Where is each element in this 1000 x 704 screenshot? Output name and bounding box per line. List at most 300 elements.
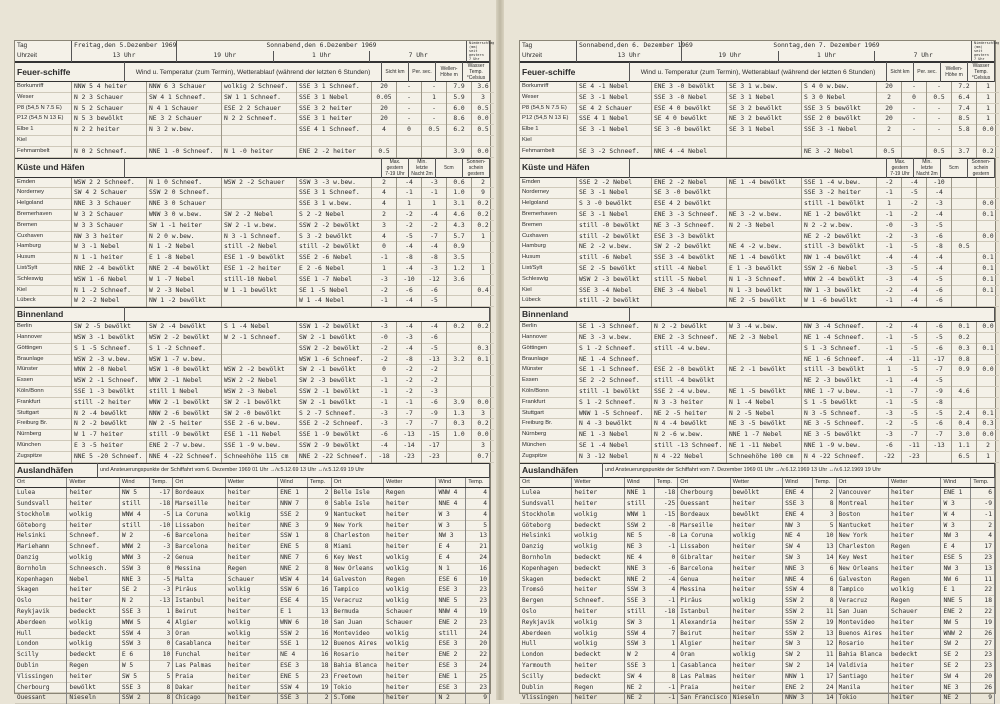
obs-cell: SSW 3 -3 w.bew.: [297, 178, 372, 188]
obs-cell: [297, 135, 372, 146]
port-name: Buenos Aires: [331, 639, 383, 650]
obs-cell: still -2 bewölkt: [577, 231, 652, 242]
ausland-header-row: [520, 463, 995, 477]
port-cell: wolkig: [384, 596, 436, 607]
port-cell: SSW 6: [278, 585, 308, 596]
obs-cell: SW 2 -2 bewölkt: [652, 242, 727, 253]
port-cell: WNW 4: [436, 488, 466, 499]
obs-cell: SW 2 -5 bewölkt: [72, 322, 147, 332]
port-cell: heiter: [572, 488, 624, 499]
obs-cell: -4: [902, 376, 927, 387]
port-cell: SSW 3: [119, 639, 149, 650]
obs-cell: -1: [877, 188, 902, 199]
port-cell: 24: [812, 682, 836, 693]
port-name: Belle Isle: [331, 488, 383, 499]
obs-cell: SSE 2 -2 Nebel: [577, 178, 652, 188]
col-header: Wetter: [572, 478, 624, 488]
obs-cell: still -9 bewölkt: [147, 430, 222, 441]
obs-cell: -4: [902, 322, 927, 332]
port-cell: SSE 3: [624, 661, 654, 672]
obs-cell: NNE 1 -0 Schneef.: [147, 146, 222, 157]
port-cell: SSW 2: [783, 617, 813, 628]
time-t3: 1 Uhr: [778, 51, 875, 62]
obs-cell: [222, 354, 297, 365]
obs-cell: SE 3 -1 Nebel: [577, 209, 652, 220]
obs-cell: [977, 220, 1000, 231]
obs-cell: 2: [877, 92, 902, 103]
port-cell: 10: [149, 650, 173, 661]
station-row: [15, 451, 494, 462]
port-cell: 23: [971, 553, 995, 564]
port-cell: ESE 3: [436, 585, 466, 596]
obs-cell: -2: [902, 209, 927, 220]
obs-cell: -: [422, 82, 447, 92]
port-row: [15, 563, 490, 574]
port-name: Göteborg: [520, 520, 572, 531]
obs-cell: N 1 -2 Schneef.: [72, 285, 147, 296]
port-cell: 23: [466, 585, 490, 596]
obs-cell: 7.4: [952, 103, 977, 114]
port-name: Bergen: [520, 596, 572, 607]
station-row: [520, 274, 999, 285]
obs-cell: NNW 2 -6 bewölkt: [147, 408, 222, 419]
port-cell: 11: [812, 650, 836, 661]
kueste-table: [520, 178, 999, 308]
station-name: List/Sylt: [520, 263, 577, 274]
obs-cell: 0: [372, 242, 397, 253]
time-row: [520, 51, 995, 62]
station-row: [520, 114, 999, 125]
obs-cell: -5: [927, 220, 952, 231]
station-row: [520, 199, 999, 210]
obs-cell: still -2 bewölkt: [577, 296, 652, 307]
obs-cell: still -0 bewölkt: [577, 220, 652, 231]
obs-cell: [372, 135, 397, 146]
obs-cell: 20: [372, 82, 397, 92]
station-name: Stuttgart: [15, 408, 72, 419]
obs-cell: still -4 bewölkt: [652, 376, 727, 387]
obs-cell: 1: [472, 263, 495, 274]
obs-cell: [952, 274, 977, 285]
obs-cell: WSW 2 -3 Nebel: [222, 386, 297, 397]
kueste-col-c4: Sonnen-schein gestern: [463, 158, 490, 177]
port-cell: heiter: [384, 509, 436, 520]
obs-cell: 0.9: [447, 242, 472, 253]
precip-label: Niederschlag (mm) seit gestern 7 Uhr: [467, 41, 490, 62]
obs-cell: N 3 -3 heiter: [652, 397, 727, 408]
port-cell: heiter: [384, 531, 436, 542]
obs-cell: 1.0: [447, 430, 472, 441]
port-cell: heiter: [889, 520, 941, 531]
obs-cell: SW 2 -1 w.bew.: [222, 220, 297, 231]
port-cell: SSE 3: [119, 682, 149, 693]
feuer-col-c3: Wellen-Höhe m: [436, 63, 463, 82]
feuer-header-row: [520, 63, 995, 82]
port-cell: 0: [149, 639, 173, 650]
port-cell: 23: [466, 596, 490, 607]
obs-cell: NE 3 -5 bewölkt: [802, 430, 877, 441]
port-cell: 4: [466, 499, 490, 510]
port-cell: heiter: [572, 607, 624, 618]
port-cell: Schneef.: [67, 531, 119, 542]
station-row: [520, 408, 999, 419]
station-row: [520, 146, 999, 157]
time-row: [15, 51, 490, 62]
obs-cell: W 2 -3 Nebel: [147, 285, 222, 296]
port-cell: 5: [466, 520, 490, 531]
obs-cell: [447, 343, 472, 354]
station-name: Kiel: [15, 135, 72, 146]
station-row: [520, 82, 999, 92]
obs-cell: 0.5: [952, 242, 977, 253]
obs-cell: WNW 2 -0 Nebel: [72, 365, 147, 376]
station-row: [520, 220, 999, 231]
port-cell: bewölkt: [730, 509, 782, 520]
obs-cell: N 4 -4 bewölkt: [652, 419, 727, 430]
station-row: [15, 343, 494, 354]
obs-cell: [447, 376, 472, 387]
kueste-title: Küste und Häfen: [520, 158, 630, 177]
obs-cell: 0.0: [977, 125, 1000, 136]
port-cell: 23: [466, 682, 490, 693]
obs-cell: -13: [422, 354, 447, 365]
obs-cell: NW 1 -4 bewölkt: [802, 253, 877, 264]
port-name: Nantucket: [331, 509, 383, 520]
port-row: [520, 509, 995, 520]
port-cell: heiter: [889, 682, 941, 693]
obs-cell: SSE 1 -7 Nebel: [297, 274, 372, 285]
obs-cell: -: [927, 114, 952, 125]
obs-cell: SSE 3 5 bewölkt: [802, 103, 877, 114]
col-header: Wetter: [225, 478, 277, 488]
port-cell: still: [624, 499, 654, 510]
port-cell: -6: [149, 531, 173, 542]
obs-cell: N 1 -0 heiter: [222, 146, 297, 157]
obs-cell: -4: [397, 178, 422, 188]
port-row: [520, 671, 995, 682]
obs-cell: [977, 397, 1000, 408]
obs-cell: -4: [927, 188, 952, 199]
obs-cell: SSE 3 1 Schneef.: [297, 188, 372, 199]
port-cell: heiter: [384, 682, 436, 693]
port-cell: bedeckt: [67, 628, 119, 639]
port-row: [15, 682, 490, 693]
obs-cell: W 3 -1 Nebel: [72, 242, 147, 253]
obs-cell: E 1 -3 bewölkt: [727, 263, 802, 274]
port-cell: bedeckt: [889, 650, 941, 661]
station-name: Essen: [520, 376, 577, 387]
port-name: London: [15, 639, 67, 650]
obs-cell: 6.4: [952, 92, 977, 103]
obs-cell: N 4 -3 bewölkt: [577, 419, 652, 430]
port-cell: still: [119, 520, 149, 531]
port-cell: SSW 4: [624, 628, 654, 639]
port-cell: Schauer: [225, 574, 277, 585]
obs-cell: -3: [422, 263, 447, 274]
port-cell: NE 5: [624, 531, 654, 542]
port-cell: 4: [654, 650, 678, 661]
obs-cell: -4: [422, 209, 447, 220]
port-cell: Schauer: [889, 607, 941, 618]
obs-cell: 1: [977, 82, 1000, 92]
obs-cell: 0.3: [472, 343, 495, 354]
time-t1: 13 Uhr: [577, 51, 682, 62]
port-name: Oran: [678, 650, 730, 661]
ausland-header-row: [15, 463, 490, 477]
obs-cell: -2: [397, 220, 422, 231]
port-name: San Juan: [331, 617, 383, 628]
port-cell: heiter: [384, 499, 436, 510]
obs-cell: still -3 bewölkt: [802, 242, 877, 253]
port-name: Key West: [331, 553, 383, 564]
obs-cell: SSE 3 1 heiter: [297, 114, 372, 125]
obs-cell: 4: [372, 188, 397, 199]
port-name: Bornholm: [15, 563, 67, 574]
station-row: [15, 408, 494, 419]
obs-cell: [147, 135, 222, 146]
obs-cell: 0: [397, 125, 422, 136]
obs-cell: 3: [472, 440, 495, 451]
port-name: La Coruna: [678, 531, 730, 542]
col-header: Ort: [173, 478, 225, 488]
obs-cell: 2: [372, 209, 397, 220]
port-cell: 14: [812, 693, 836, 704]
station-name: Hamburg: [15, 242, 72, 253]
port-cell: 8: [307, 542, 331, 553]
obs-cell: WSW 2 -2 Schauer: [222, 178, 297, 188]
obs-cell: -10: [927, 178, 952, 188]
station-row: [520, 354, 999, 365]
port-cell: 10: [812, 531, 836, 542]
port-cell: Regen: [225, 563, 277, 574]
obs-cell: -: [927, 103, 952, 114]
obs-cell: 0.2: [472, 220, 495, 231]
port-cell: SW 5: [119, 671, 149, 682]
obs-cell: [472, 365, 495, 376]
obs-cell: -: [902, 82, 927, 92]
binnen-section-header: [520, 307, 995, 322]
obs-cell: [952, 220, 977, 231]
obs-cell: -7: [422, 231, 447, 242]
port-cell: E 6: [119, 650, 149, 661]
obs-cell: ENE 3 -4 Nebel: [652, 285, 727, 296]
obs-cell: S 3 -0 bewölkt: [577, 199, 652, 210]
obs-cell: 0.0: [472, 114, 495, 125]
obs-cell: 0.0: [977, 231, 1000, 242]
port-cell: 8: [149, 682, 173, 693]
port-name: Marseille: [173, 499, 225, 510]
obs-cell: [727, 343, 802, 354]
port-cell: SSE 3: [624, 596, 654, 607]
obs-cell: ESE 2 -0 bewölkt: [652, 365, 727, 376]
station-row: [520, 209, 999, 220]
port-cell: heiter: [67, 596, 119, 607]
station-name: Weser: [15, 92, 72, 103]
station-name: List/Sylt: [15, 263, 72, 274]
port-name: Reykjavik: [520, 617, 572, 628]
port-cell: SE 2: [941, 650, 971, 661]
obs-cell: SSW 2 0 Schneef.: [147, 188, 222, 199]
port-cell: -13: [149, 596, 173, 607]
obs-cell: -5: [927, 332, 952, 343]
obs-cell: 20: [877, 103, 902, 114]
port-name: San Juan: [836, 607, 888, 618]
port-cell: W 5: [119, 661, 149, 672]
port-cell: 18: [307, 661, 331, 672]
obs-cell: NE 1 -4 Schneef.: [577, 354, 652, 365]
obs-cell: N 2 2 heiter: [72, 125, 147, 136]
port-row: [15, 661, 490, 672]
port-cell: 26: [971, 682, 995, 693]
col-header: Temp.: [812, 478, 836, 488]
port-name: Skagen: [520, 574, 572, 585]
port-cell: Nieseln: [730, 693, 782, 704]
port-cell: 13: [307, 607, 331, 618]
obs-cell: -8: [397, 253, 422, 264]
obs-cell: 3.0: [952, 430, 977, 441]
obs-cell: S 3 -2 bewölkt: [297, 231, 372, 242]
port-cell: 2: [307, 693, 331, 704]
station-row: [15, 220, 494, 231]
obs-cell: [952, 231, 977, 242]
obs-cell: 6.2: [447, 125, 472, 136]
obs-cell: -13: [397, 430, 422, 441]
port-name: New Orleans: [836, 563, 888, 574]
port-name: Miami: [331, 542, 383, 553]
obs-cell: 3.9: [447, 146, 472, 157]
obs-cell: 7.9: [447, 82, 472, 92]
spacer: [630, 158, 887, 177]
obs-cell: 1: [877, 365, 902, 376]
obs-cell: [952, 285, 977, 296]
obs-cell: SSE 3 1 Schneef.: [297, 82, 372, 92]
obs-cell: SE 1 -5 Nebel: [297, 285, 372, 296]
obs-cell: -4: [372, 440, 397, 451]
obs-cell: 0.1: [977, 343, 1000, 354]
port-cell: heiter: [730, 520, 782, 531]
obs-cell: -1: [397, 188, 422, 199]
obs-cell: 3.2: [447, 354, 472, 365]
obs-cell: [727, 354, 802, 365]
port-name: Aberdeen: [520, 628, 572, 639]
port-cell: Schauer: [384, 607, 436, 618]
feuer-col-c4: Wasser Temp. °Celsius: [463, 63, 490, 82]
port-cell: Regen: [384, 574, 436, 585]
obs-cell: -3: [877, 263, 902, 274]
port-cell: SW 4: [783, 542, 813, 553]
obs-cell: NNE 1 -7 w.bew.: [802, 386, 877, 397]
port-row: [15, 671, 490, 682]
station-name: Hannover: [520, 332, 577, 343]
port-row: [520, 661, 995, 672]
obs-cell: -4: [397, 263, 422, 274]
obs-cell: SSE 3 1 Nebel: [297, 92, 372, 103]
obs-cell: -1: [877, 296, 902, 307]
port-cell: heiter: [225, 682, 277, 693]
port-cell: -1: [654, 542, 678, 553]
obs-cell: W 1 -6 bewölkt: [802, 296, 877, 307]
feuer-col-c2: Per. sec.: [914, 63, 941, 82]
port-row: [520, 531, 995, 542]
port-cell: ENE 5: [278, 542, 308, 553]
port-name: Helsinki: [15, 531, 67, 542]
port-cell: -1: [971, 509, 995, 520]
port-cell: WNW 6: [278, 617, 308, 628]
obs-cell: [222, 188, 297, 199]
spacer: [125, 158, 382, 177]
port-cell: 9: [307, 520, 331, 531]
port-cell: ESE 3: [436, 682, 466, 693]
port-name: Oslo: [15, 596, 67, 607]
obs-cell: ESE 1 -11 Nebel: [222, 430, 297, 441]
feuer-col-c1: Sicht km: [887, 63, 914, 82]
station-name: Köln/Bonn: [520, 386, 577, 397]
feuer-desc: Wind u. Temperatur (zum Termin), Wetterablauf (während der letzten 6 Stunden): [630, 63, 887, 82]
obs-cell: -17: [927, 354, 952, 365]
port-cell: 16: [307, 650, 331, 661]
port-name: Montevideo: [331, 628, 383, 639]
port-name: Piräus: [173, 585, 225, 596]
obs-cell: 0.5: [472, 125, 495, 136]
obs-cell: SSE 3 -1 Nebel: [802, 125, 877, 136]
port-cell: still: [119, 499, 149, 510]
obs-cell: N 3 -5 Schneef.: [802, 408, 877, 419]
port-cell: wolkig: [730, 650, 782, 661]
port-cell: heiter: [225, 671, 277, 682]
station-name: Cuxhaven: [520, 231, 577, 242]
port-row: [15, 488, 490, 499]
port-cell: heiter: [889, 628, 941, 639]
obs-cell: N 3 -1 Schneef.: [222, 231, 297, 242]
tag-label: Tag: [15, 41, 72, 51]
feuer-title: Feuer-schiffe: [15, 63, 125, 82]
obs-cell: -8: [927, 397, 952, 408]
binnen-header-row: [520, 308, 995, 322]
obs-cell: 0.1: [977, 274, 1000, 285]
port-cell: SSW 3: [624, 639, 654, 650]
port-cell: NW 5: [119, 488, 149, 499]
obs-cell: -5: [902, 343, 927, 354]
port-name: Valdivia: [836, 661, 888, 672]
obs-cell: 0.2: [472, 322, 495, 332]
port-name: Bahia Blanca: [331, 661, 383, 672]
obs-cell: N 4 -22 Nebel: [652, 451, 727, 462]
obs-cell: -7: [927, 365, 952, 376]
obs-cell: SE 2 -5 bewölkt: [577, 263, 652, 274]
obs-cell: N 1 0 Schneef.: [147, 178, 222, 188]
station-row: [15, 114, 494, 125]
port-name: Stockholm: [520, 509, 572, 520]
col-header: Wind: [278, 478, 308, 488]
port-cell: -18: [149, 499, 173, 510]
kueste-col-c1: Max. gestern 7-19 Uhr: [887, 158, 914, 177]
port-cell: 7: [149, 661, 173, 672]
obs-cell: -: [422, 114, 447, 125]
feuer-desc: Wind u. Temperatur (zum Termin), Wetterablauf (während der letzten 6 Stunden): [125, 63, 382, 82]
port-name: Bordeaux: [678, 509, 730, 520]
port-cell: 19: [971, 617, 995, 628]
obs-cell: -: [397, 114, 422, 125]
obs-cell: SSE 3 -4 bewölkt: [652, 253, 727, 264]
col-header: Wetter: [730, 478, 782, 488]
port-name: Galveston: [331, 574, 383, 585]
port-cell: SW 3: [783, 553, 813, 564]
obs-cell: [952, 376, 977, 387]
day2-label: Sonnabend,den 6.Dezember 1969: [177, 41, 467, 51]
page-left: [14, 40, 491, 694]
port-cell: SW 2: [941, 639, 971, 650]
obs-cell: -2: [877, 419, 902, 430]
